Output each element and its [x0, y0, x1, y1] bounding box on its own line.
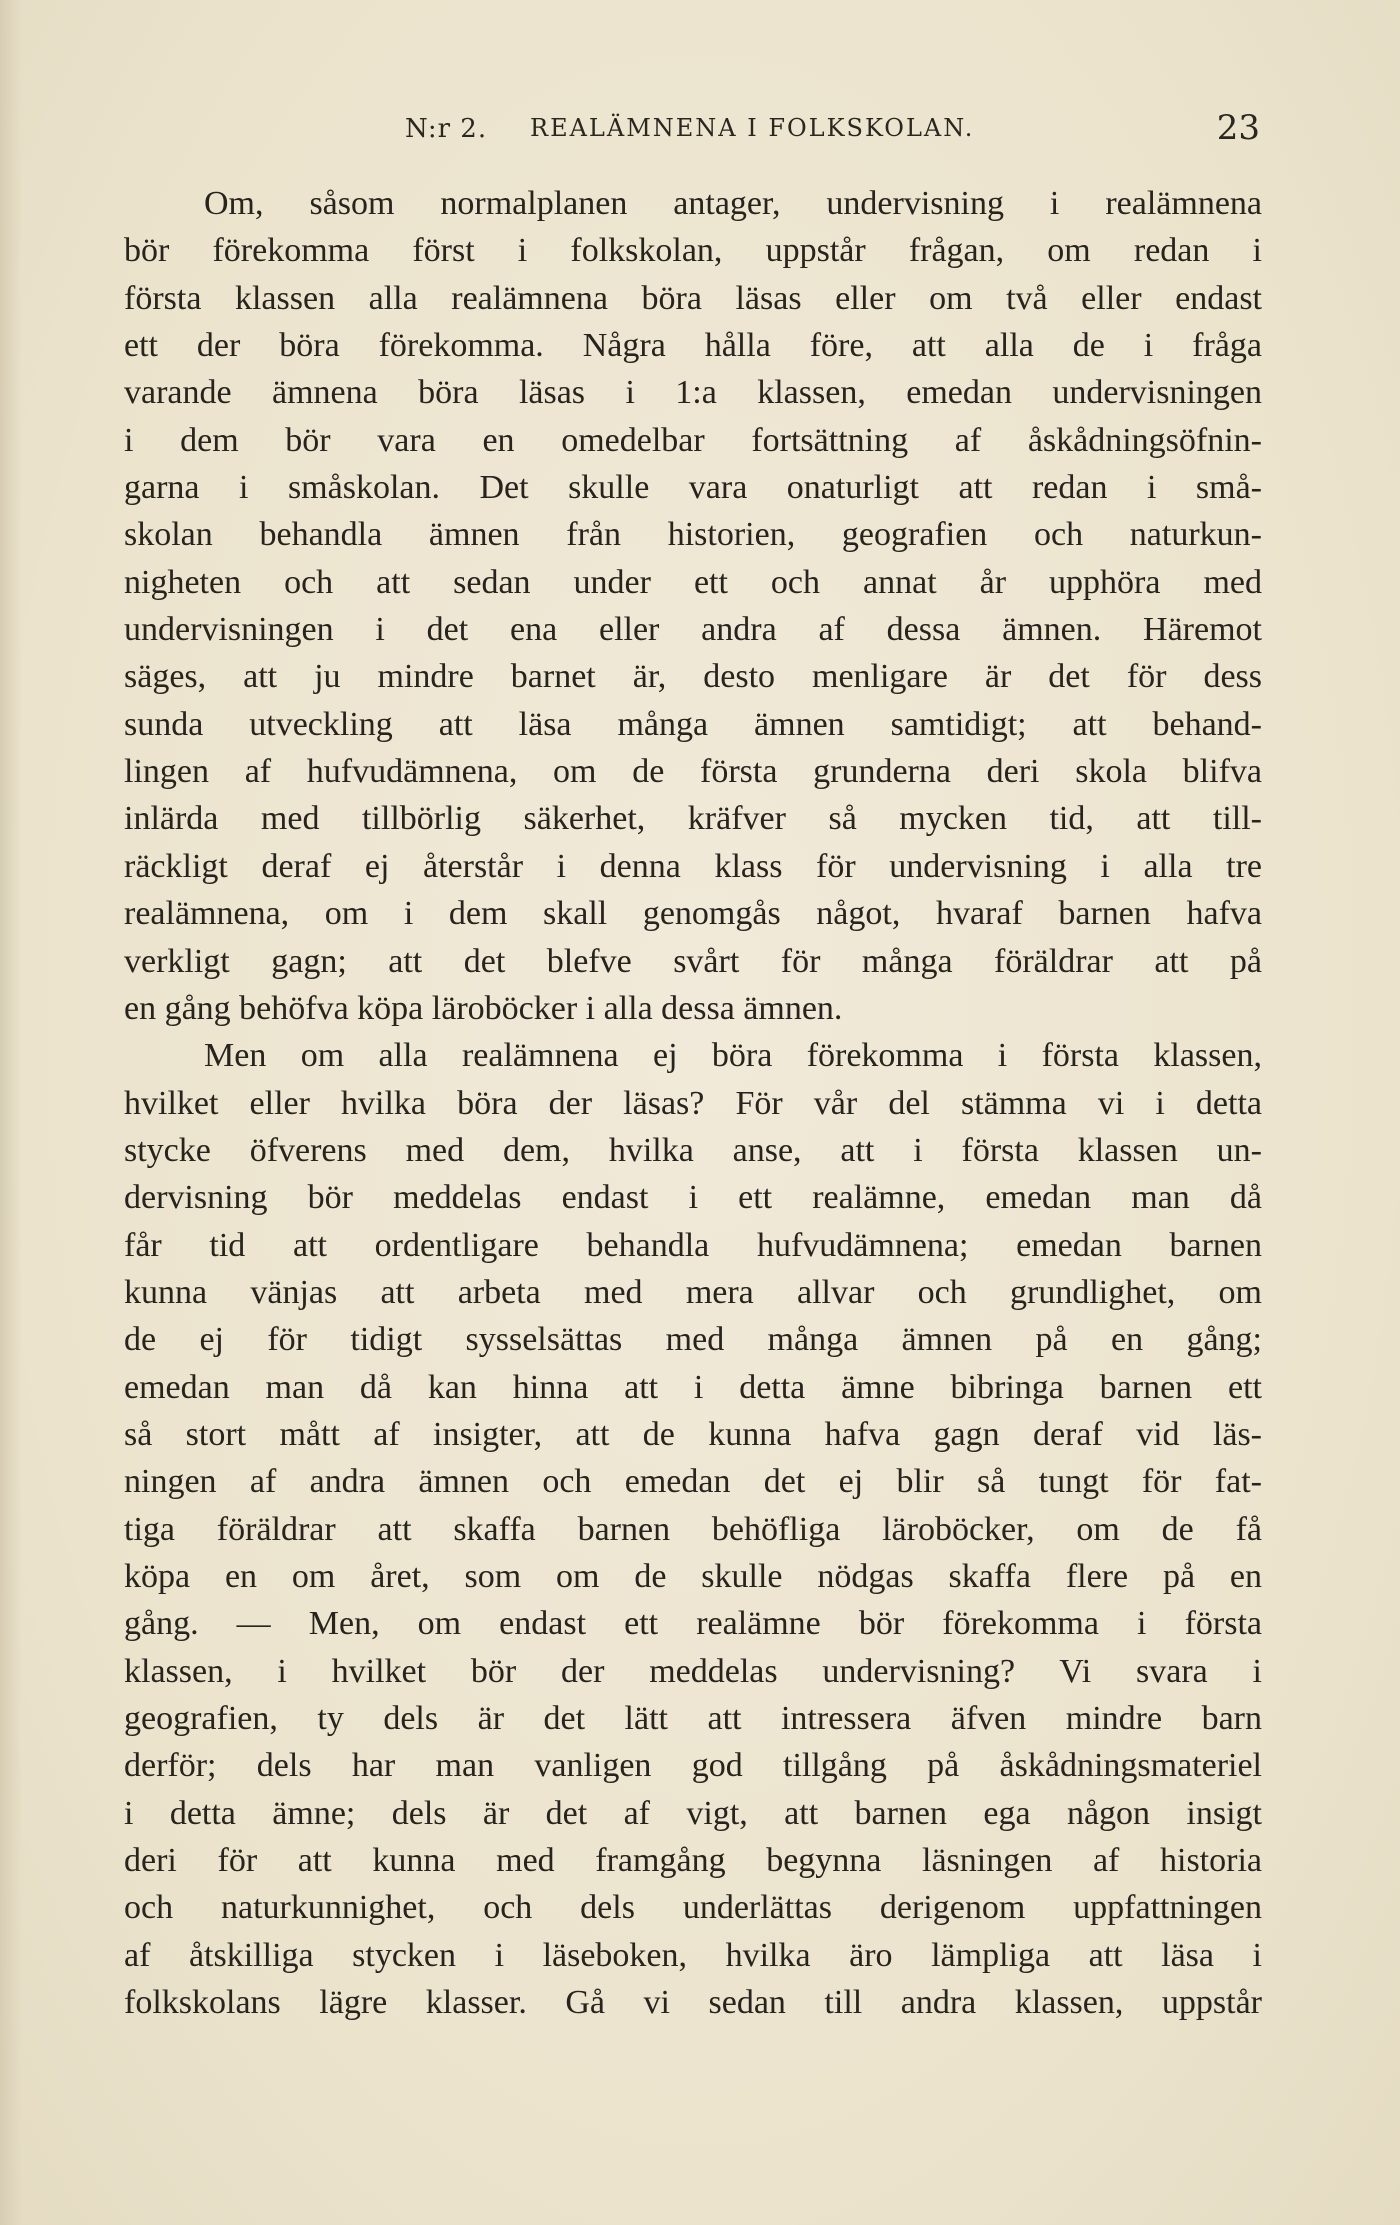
text-line: får tid att ordentligare behandla hufvudämnena; emedan barnen: [124, 1226, 1262, 1264]
text-line: klassen, i hvilket bör der meddelas undervisning? Vi svara i: [124, 1652, 1262, 1690]
text-line: första klassen alla realämnena böra läsas eller om två eller endast: [124, 279, 1262, 317]
text-line: dervisning bör meddelas endast i ett realämne, emedan man då: [124, 1179, 1262, 1217]
text-line: verkligt gagn; att det blefve svårt för många föräldrar att på: [124, 942, 1262, 980]
text-line: Men om alla realämnena ej böra förekomma i första klassen,: [204, 1037, 1262, 1075]
text-line: sunda utveckling att läsa många ämnen samtidigt; att behand-: [124, 705, 1262, 743]
text-line: inlärda med tillbörlig säkerhet, kräfver så mycken tid, att till-: [124, 800, 1262, 838]
page-number: 23: [1216, 108, 1260, 148]
text-line: kunna vänjas att arbeta med mera allvar och grundlighet, om: [124, 1273, 1262, 1311]
text-line: så stort mått af insigter, att de kunna hafva gagn deraf vid läs-: [124, 1415, 1262, 1453]
text-line: derför; dels har man vanligen god tillgång på åskådningsmateriel: [124, 1747, 1262, 1785]
text-line: säges, att ju mindre barnet är, desto menligare är det för dess: [124, 658, 1262, 696]
text-line: af åtskilliga stycken i läseboken, hvilka äro lämpliga att läsa i: [124, 1936, 1262, 1974]
text-line: varande ämnena böra läsas i 1:a klassen, emedan undervisningen: [124, 374, 1262, 412]
text-line: lingen af hufvudämnena, om de första grunderna deri skola blifva: [124, 753, 1262, 791]
text-line: hvilket eller hvilka böra der läsas? För vår del stämma vi i detta: [124, 1084, 1262, 1122]
text-line: ett der böra förekomma. Några hålla före, att alla de i fråga: [124, 327, 1262, 365]
text-line: folkskolans lägre klasser. Gå vi sedan till andra klassen, uppstår: [124, 1984, 1262, 2022]
text-line: garna i småskolan. Det skulle vara onaturligt att redan i små-: [124, 469, 1262, 507]
text-line: räckligt deraf ej återstår i denna klass för undervisning i alla tre: [124, 847, 1262, 885]
text-line: bör förekomma först i folkskolan, uppstår frågan, om redan i: [124, 232, 1262, 270]
text-line: deri för att kunna med framgång begynna läsningen af historia: [124, 1842, 1262, 1880]
text-line: i detta ämne; dels är det af vigt, att barnen ega någon insigt: [124, 1794, 1262, 1832]
page-edge-shadow: [0, 0, 22, 2225]
text-line: nigheten och att sedan under ett och annat år upphöra med: [124, 563, 1262, 601]
text-line: ningen af andra ämnen och emedan det ej blir så tungt för fat-: [124, 1463, 1262, 1501]
issue-signature: N:r 2.: [405, 114, 488, 144]
text-line: och naturkunnighet, och dels underlättas derigenom uppfattningen: [124, 1889, 1262, 1927]
text-line: skolan behandla ämnen från historien, geografien och naturkun-: [124, 516, 1262, 554]
text-line: realämnena, om i dem skall genomgås något, hvaraf barnen hafva: [124, 895, 1262, 933]
text-line: geografien, ty dels är det lätt att intressera äfven mindre barn: [124, 1700, 1262, 1737]
text-line: tiga föräldrar att skaffa barnen behöfliga läroböcker, om de få: [124, 1510, 1262, 1548]
running-header: [125, 108, 1260, 148]
text-line: i dem bör vara en omedelbar fortsättning af åskådningsöfnin-: [124, 421, 1262, 459]
text-line: Om, såsom normalplanen antager, undervisning i realämnena: [204, 185, 1262, 222]
text-line: de ej för tidigt sysselsättas med många ämnen på en gång;: [124, 1321, 1262, 1359]
text-line: gång. — Men, om endast ett realämne bör förekomma i första: [124, 1605, 1262, 1643]
text-line: undervisningen i det ena eller andra af dessa ämnen. Häremot: [124, 611, 1262, 649]
text-line: stycke öfverens med dem, hvilka anse, att i första klassen un-: [124, 1131, 1262, 1169]
text-line: köpa en om året, som om de skulle nödgas skaffa flere på en: [124, 1557, 1262, 1595]
body-text: [124, 180, 1262, 2026]
running-title: REALÄMNENA I FOLKSKOLAN.: [530, 114, 975, 142]
text-line: en gång behöfva köpa läroböcker i alla dessa ämnen.: [124, 989, 843, 1027]
text-line: emedan man då kan hinna att i detta ämne bibringa barnen ett: [124, 1368, 1262, 1406]
